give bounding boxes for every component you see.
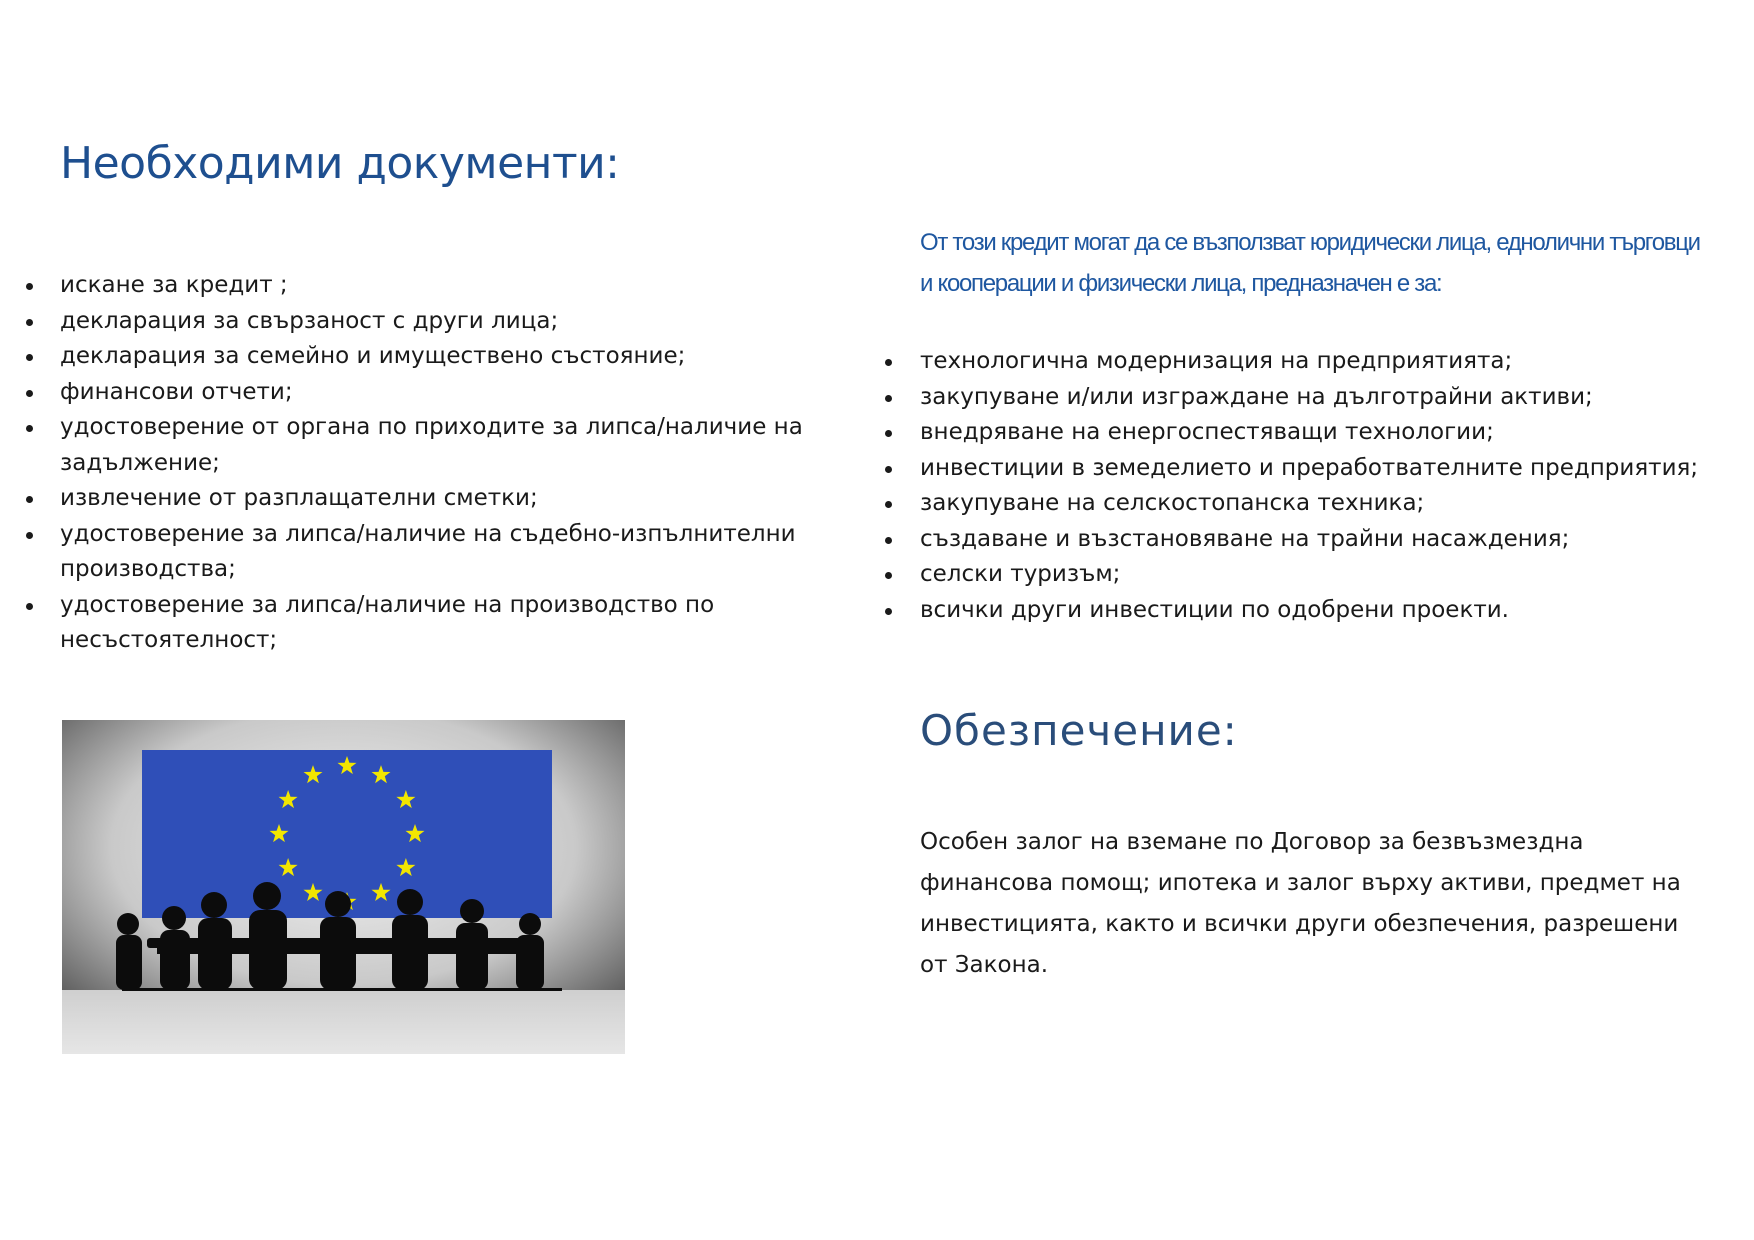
list-item: внедряване на енергоспестяващи технологии; bbox=[920, 415, 1720, 451]
list-item: закупуване и/или изграждане на дълготрайни активи; bbox=[920, 380, 1720, 416]
security-heading: Обезпечение: bbox=[920, 706, 1238, 755]
list-item: искане за кредит ; bbox=[60, 268, 840, 304]
documents-heading: Необходими документи: bbox=[60, 138, 620, 189]
list-item: декларация за свързаност с други лица; bbox=[60, 304, 840, 340]
list-item: технологична модернизация на предприятията; bbox=[920, 344, 1720, 380]
documents-list bbox=[60, 268, 840, 659]
list-item: инвестиции в земеделието и преработвателните предприятия; bbox=[920, 451, 1720, 487]
purposes-list bbox=[920, 344, 1720, 628]
list-item: удостоверение от органа по приходите за липса/наличие на задължение; bbox=[60, 410, 840, 481]
list-item: извлечение от разплащателни сметки; bbox=[60, 481, 840, 517]
list-item: финансови отчети; bbox=[60, 375, 840, 411]
list-item: създаване и възстановяване на трайни насаждения; bbox=[920, 522, 1720, 558]
eu-meeting-image bbox=[62, 720, 625, 1054]
list-item: декларация за семейно и имуществено състояние; bbox=[60, 339, 840, 375]
security-text: Особен залог на вземане по Договор за безвъзмездна финансова помощ; ипотека и залог върху активи, предмет на инвестицията, както и всички други обезпечения, разрешени от Закона. bbox=[920, 829, 1681, 978]
eligibility-intro: От този кредит могат да се възползват юридически лица, еднолични търговци и кооперации и физически лица, предназначен е за: bbox=[920, 229, 1700, 297]
list-item: удостоверение за липса/наличие на производство по несъстоятелност; bbox=[60, 588, 840, 659]
floor bbox=[62, 990, 625, 1054]
list-item: всички други инвестиции по одобрени проекти. bbox=[920, 593, 1720, 629]
list-item: удостоверение за липса/наличие на съдебно-изпълнителни производства; bbox=[60, 517, 840, 588]
list-item: селски туризъм; bbox=[920, 557, 1720, 593]
list-item: закупуване на селскостопанска техника; bbox=[920, 486, 1720, 522]
